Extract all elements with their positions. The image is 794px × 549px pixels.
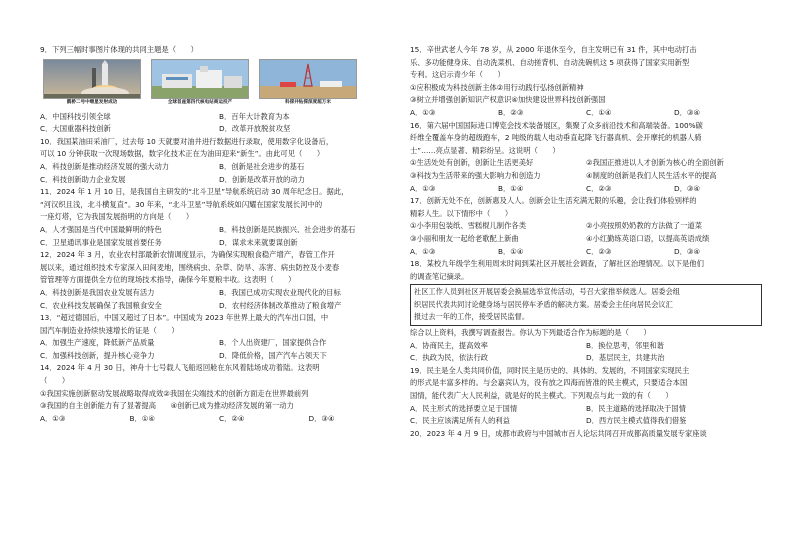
q13-line: 13．“超过德国后，中国又超过了日本”。中国成为 2023 年世界上最大的汽车出口国，中	[40, 313, 329, 323]
q15-line: 乐、多功能健身床、自动洗菜机、自动搓背机、自动洗碗机这 5 项获得了国家实用新型	[410, 57, 690, 67]
rocket-launch-photo	[43, 59, 141, 99]
q16-line: 纤维全覆盖车身的超级跑车，2 吨级的载人电动垂直起降飞行器真机、会开摩托的机器人骑	[410, 133, 702, 143]
q9-options-row-2	[40, 123, 398, 136]
q17-option-b: B．①④	[498, 246, 524, 256]
q19-line: 国情，能代表广大人民利益，就是好的民主模式。下列观点与此一致的有（ ）	[410, 391, 673, 401]
q14-line: ③我国的自主创新能力有了显著提高 ④创新已成为推动经济发展的第一动力	[40, 401, 294, 411]
q12-options-row-2	[40, 300, 398, 313]
q16-line: 16．第六届中国国际进口博览会技术装备展区，集聚了众多前沿技术和高端装备。100%碳	[410, 120, 703, 130]
q18-option-c: C．执政为民，依法行政	[410, 353, 489, 363]
q14-line: ①我国实施创新驱动发展战略取得成效②我国在尖端技术的创新方面走在世界最前列	[40, 388, 309, 398]
q18-options-row-1	[410, 340, 762, 353]
q15-line: ①应积极成为科技创新主体②用行动践行弘扬创新精神	[410, 82, 584, 92]
q10-option-a: A．科技创新是推动经济发展的强大动力	[40, 161, 170, 171]
q19-option-a: A．民主形式的选择要立足于国情	[410, 403, 518, 413]
q17-sub-2: ②小亮按照奶奶教的方法做了一道菜	[586, 221, 702, 231]
left-column	[40, 44, 398, 425]
q13-option-a: A．加强生产速度，降低新产品质量	[40, 338, 155, 348]
q16-option-c: C．②③	[586, 183, 612, 193]
q9-image-1	[44, 59, 140, 109]
q9-images	[44, 59, 398, 109]
q9-caption-3: 科探井钻探深度超万米	[285, 99, 331, 105]
q13-line: 国汽车制造业持续快速增长的证是（ ）	[40, 325, 179, 335]
nuclear-plant-photo	[151, 59, 249, 99]
q10-options-row-2	[40, 174, 398, 187]
q10-line: 10．我国某油田采油厂，过去每 10 天就要对油井进行数据进行录取，使用数字化设备后，	[40, 136, 334, 146]
q9-option-b: B．百年大计教育为本	[219, 111, 290, 121]
q16-option-a: A．①③	[410, 183, 436, 193]
q16-sub-4: ④制度的创新是我们人民生活水平的提高	[586, 170, 717, 180]
q15-line: 专利。这启示青少年（ ）	[410, 70, 505, 80]
q16-sub-3: ③科技为生活带来的强大影响力和创造力	[410, 170, 541, 180]
q13-option-b: B．个人出资建厂，国家提供合作	[219, 338, 327, 348]
q17-option-d: D．③④	[674, 246, 700, 256]
q10-option-d: D．创新是改革开放的动力	[219, 174, 305, 184]
q10-option-c: C．科技创新助力企业发展	[40, 174, 126, 184]
q12-option-a: A．科技创新是我国农业发展有活力	[40, 287, 155, 297]
q9-image-3	[260, 59, 356, 109]
q16-line: 士”……亮点显著、精彩纷呈。这说明（ ）	[410, 145, 560, 155]
q18-line: 的调查笔记摘录。	[410, 271, 469, 281]
q16-option-d: D．③④	[674, 183, 700, 193]
q16-option-b: B．①④	[498, 183, 524, 193]
q9-option-a: A．中国科技引领全球	[40, 111, 111, 121]
drilling-rig-photo	[259, 59, 357, 99]
q13-option-c: C．加强科技创新，提升核心竞争力	[40, 350, 155, 360]
q14-option-d: D．③④	[308, 413, 335, 423]
q19-options-row-1	[410, 403, 762, 416]
q11-line: “河汉织且浅，北斗横复直”。30 年来，“北斗卫星”导航系统如闪耀在国家发展长河中的	[40, 199, 323, 209]
q16-sub-row-2	[410, 170, 762, 183]
q18-line: 18．某校九年级学生利用周末时间到某社区开展社会调查，了解社区治理情况。以下是他们	[410, 259, 704, 269]
q11-option-d: D．谋求未来就要谋创新	[219, 237, 298, 247]
q9-caption-1: 鹊桥二号中继星发射成功	[66, 99, 118, 105]
q15-line: 15．辛世武老人今年 78 岁，从 2000 年退休至今，自主发明已有 31 件，其中电动打击	[410, 45, 697, 54]
q12-line: 展以来，通过组织技术专家深入田间麦地，围绕病虫、杂草、防旱、冻害、病虫防控及小麦春	[40, 262, 340, 272]
q15-option-c: C．①④	[586, 107, 612, 117]
q12-option-d: D．农村经济体制改革推动了粮食增产	[219, 300, 342, 310]
q18-notes-box	[410, 284, 762, 326]
q12-option-c: C．农业科技发展确保了我国粮食安全	[40, 300, 162, 310]
q15-option-a: A．①③	[410, 107, 436, 117]
q17-sub-row-1	[410, 220, 762, 233]
q17-sub-3: ③小丽和朋友一起给老歌配上新曲	[410, 233, 519, 243]
q14-option-c: C．②④	[219, 413, 245, 423]
q9-option-d: D．改革开放脱贫攻坚	[219, 124, 291, 134]
q11-line: 11．2024 年 1 月 10 日，是我国自主研发的“北斗卫星”导航系统启动 30 周年纪念日。据此，	[40, 187, 349, 197]
q18-option-a: A．协商民主，提高效率	[410, 340, 488, 350]
q14-line: （ ）	[40, 376, 70, 386]
q11-options-row-1	[40, 224, 398, 237]
q19-options-row-2	[410, 415, 762, 428]
q17-line: 17．创新无处不在，创新惠及人人。创新会让生活充满无限的乐趣，会让我们体验别样的	[410, 196, 697, 206]
q13-options-row-1	[40, 337, 398, 350]
q16-sub-1: ①生活处处有创新，创新让生活更美好	[410, 158, 534, 168]
q15-options	[410, 107, 762, 120]
q13-options-row-2	[40, 350, 398, 363]
q19-option-c: C．民主应该满足所有人的利益	[410, 416, 510, 426]
q17-sub-1: ①小李用包装纸、雪糕棍儿制作各类	[410, 221, 526, 231]
q12-option-b: B．我国已成功实现农业现代化的目标	[219, 287, 341, 297]
q11-option-a: A．人才强国是当代中国最鲜明的特色	[40, 224, 162, 234]
q18-box-line: 社区工作人员到社区开展居委会换届选举宣传活动，号召大家推举候选人。居委会组	[414, 287, 680, 297]
q17-options	[410, 246, 762, 259]
q14-options	[40, 413, 398, 426]
q17-line: 精彩人生。以下情形中（ ）	[410, 208, 513, 218]
q9-image-2	[152, 59, 248, 109]
q18-box-line: 织居民代表共同讨论健身场与居民停车矛盾的解决方案。居委会主任向居民会议汇	[414, 299, 673, 309]
q10-option-b: B．创新是社会进步的基石	[219, 161, 305, 171]
q17-sub-4: ④小红勤练英语口语，以提高英语成绩	[586, 233, 710, 243]
q20-line: 20．2023 年 4 月 9 日，成都市政府与中国城市百人论坛共同召开成都高质量发展专家座谈	[410, 428, 707, 438]
q12-line: 管管理等方面提供全方位的现场技术指导，确保今年夏粮丰收。这表明（ ）	[40, 275, 296, 285]
q18-option-b: B．换位思考，邻里和谐	[586, 340, 664, 350]
q11-option-b: B．科技创新是民族振兴、社会进步的基石	[219, 224, 356, 234]
q12-line: 12．2024 年 3 月，农业农村部最新农情调度显示，为确保实现粮食稳产增产，春管工作开	[40, 250, 335, 260]
q14-option-b: B．①④	[129, 413, 155, 423]
q18-box-line: 报过去一年的工作，接受居民监督。	[414, 312, 530, 322]
q11-option-c: C．卫星通讯事业是国家发展首要任务	[40, 237, 162, 247]
q15-option-b: B．②③	[498, 107, 524, 117]
q17-option-c: C．②③	[586, 246, 612, 256]
q9-options-row-1	[40, 111, 398, 124]
q14-line: 14．2024 年 4 月 30 日，神舟十七号载人飞船返回舱在东风着陆场成功着陆。这表明	[40, 363, 320, 373]
q16-options	[410, 183, 762, 196]
q16-sub-row-1	[410, 157, 762, 170]
q10-options-row-1	[40, 161, 398, 174]
q19-line: 19．民主是全人类共同价值，同时民主是历史的、具体的、发展的，不同国家实现民主	[410, 365, 690, 375]
q19-option-d: D．西方民主模式值得我们借鉴	[586, 416, 687, 426]
q15-line: ③树立并增强创新知识产权意识④加快建设世界科技创新强国	[410, 95, 606, 105]
q9-stem: 9．下列三幅时事图片体现的共同主题是（ ）	[40, 45, 198, 54]
q15-option-d: D．③④	[674, 107, 700, 117]
q14-option-a: A．①③	[40, 413, 66, 423]
right-column	[410, 44, 762, 440]
q19-line: 的形式是丰富多样的。与会嘉宾认为，没有放之四海而皆准的民主模式，只要适合本国	[410, 378, 688, 388]
q12-options-row-1	[40, 287, 398, 300]
q9-option-c: C．大国重器科技创新	[40, 124, 111, 134]
q10-line: 可以 10 分钟获取一次现场数据，数字化技术正在为油田迎来“新生”。由此可见（ ）	[40, 149, 325, 159]
q18-after: 综合以上资料，我撰写调查报告。你认为下列最适合作为标题的是（ ）	[410, 328, 651, 338]
q13-option-d: D．降低价格，国产汽车占领天下	[219, 350, 327, 360]
q16-sub-2: ②我国正推进以人才创新为核心的全面创新	[586, 158, 724, 168]
q17-option-a: A．①③	[410, 246, 436, 256]
q19-option-b: B．民主道路的选择取决于国情	[586, 403, 686, 413]
q18-options-row-2	[410, 352, 762, 365]
q11-line: 一座灯塔，它为我国发展指明的方向是（ ）	[40, 212, 194, 222]
q9-caption-2: 全球首座第四代核电站商运投产	[167, 99, 233, 105]
q17-sub-row-2	[410, 233, 762, 246]
q11-options-row-2	[40, 237, 398, 250]
q18-option-d: D．基层民主，共建共治	[586, 353, 665, 363]
